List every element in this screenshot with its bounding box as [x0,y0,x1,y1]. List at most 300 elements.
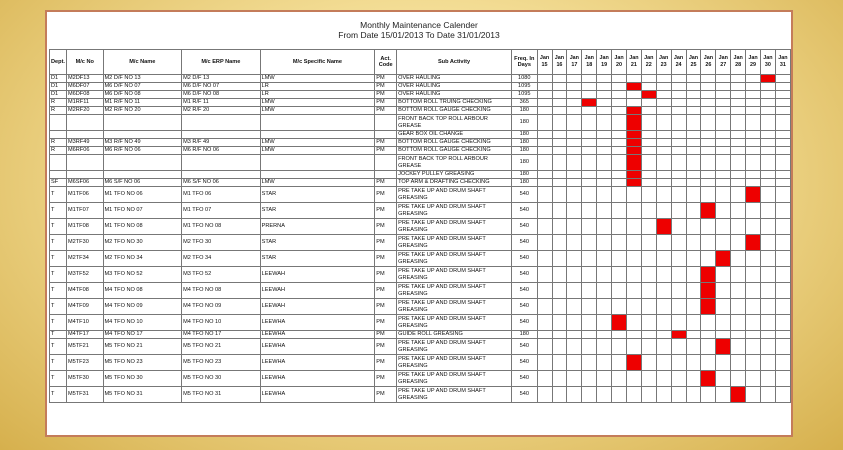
day-cell [567,99,582,107]
day-cell [760,131,775,139]
report-date-range: From Date 15/01/2013 To Date 31/01/2013 [338,30,500,40]
day-cell [775,315,790,331]
day-cell [582,179,597,187]
scheduled-day-marker [626,171,641,179]
day-header: Jan 18 [582,50,597,75]
day-cell [641,387,656,403]
day-cell [775,155,790,171]
table-header-row [50,50,791,75]
day-cell [671,355,686,371]
day-cell [597,83,612,91]
cell-mc-no: M4TF10 [66,315,103,331]
day-cell [612,299,627,315]
cell-act-code: PM [375,331,397,339]
day-cell [626,99,641,107]
day-cell [686,235,701,251]
cell-freq: 180 [511,155,537,171]
cell-mc-name [103,131,182,139]
day-cell [597,99,612,107]
day-cell [656,235,671,251]
day-cell [775,107,790,115]
table-row [50,107,791,115]
day-cell [626,331,641,339]
day-cell [597,283,612,299]
day-cell [686,339,701,355]
cell-mc-erp-name: M6 R/F NO 06 [182,147,261,155]
cell-mc-erp-name [182,131,261,139]
day-cell [656,155,671,171]
cell-mc-no: M3TF52 [66,267,103,283]
cell-dept: SF [50,179,67,187]
day-cell [746,219,761,235]
day-cell [641,219,656,235]
day-cell [552,115,567,131]
day-cell [746,331,761,339]
day-cell [597,139,612,147]
day-cell [612,219,627,235]
day-cell [552,75,567,83]
table-row [50,219,791,235]
cell-mc-name: M5 TFO NO 31 [103,387,182,403]
cell-sub-activity: BOTTOM ROLL GAUGE CHECKING [397,107,512,115]
day-cell [656,371,671,387]
cell-mc-erp-name: M5 TFO NO 30 [182,371,261,387]
day-cell [537,387,552,403]
day-cell [686,267,701,283]
day-cell [612,147,627,155]
day-cell [701,83,716,91]
day-cell [567,147,582,155]
cell-mc-erp-name: M5 TFO NO 31 [182,387,261,403]
day-cell [626,339,641,355]
day-cell [582,75,597,83]
cell-mc-no: M6RF06 [66,147,103,155]
scheduled-day-marker [701,283,716,299]
day-cell [686,99,701,107]
day-cell [612,139,627,147]
day-cell [671,315,686,331]
cell-freq: 540 [511,387,537,403]
day-cell [716,131,731,139]
day-cell [731,331,746,339]
table-row [50,139,791,147]
cell-mc-specific-name: LEEWHA [260,315,375,331]
day-cell [641,339,656,355]
day-cell [701,107,716,115]
table-row [50,155,791,171]
day-cell [716,299,731,315]
day-cell [671,267,686,283]
col-header-act-code: Act. Code [375,50,397,75]
day-cell [746,91,761,99]
day-cell [567,315,582,331]
cell-dept: R [50,139,67,147]
day-cell [686,251,701,267]
scheduled-day-marker [626,131,641,139]
day-cell [671,155,686,171]
cell-sub-activity: GEAR BOX OIL CHANGE [397,131,512,139]
day-cell [656,283,671,299]
day-cell [656,107,671,115]
day-cell [582,155,597,171]
cell-mc-name: M2 D/F NO 13 [103,75,182,83]
day-cell [716,107,731,115]
day-cell [671,99,686,107]
cell-mc-erp-name: M1 TFO NO 08 [182,219,261,235]
day-cell [656,147,671,155]
day-cell [656,131,671,139]
day-cell [612,267,627,283]
day-cell [537,219,552,235]
cell-dept: R [50,107,67,115]
day-cell [716,203,731,219]
cell-act-code: PM [375,99,397,107]
table-row [50,147,791,155]
table-row [50,115,791,131]
day-cell [567,355,582,371]
day-cell [701,187,716,203]
day-cell [641,139,656,147]
cell-mc-erp-name: M6 D/F NO 08 [182,91,261,99]
day-header: Jan 26 [701,50,716,75]
table-row [50,203,791,219]
cell-mc-no: M1TF06 [66,187,103,203]
day-header: Jan 28 [731,50,746,75]
day-cell [552,147,567,155]
day-cell [671,299,686,315]
day-cell [746,115,761,131]
col-header-mc-name: M/c Name [103,50,182,75]
day-cell [746,139,761,147]
day-cell [716,83,731,91]
day-cell [731,267,746,283]
cell-sub-activity: PRE TAKE UP AND DRUM SHAFT GREASING [397,339,512,355]
day-cell [582,371,597,387]
day-cell [612,203,627,219]
day-cell [612,99,627,107]
day-cell [671,139,686,147]
day-cell [731,283,746,299]
cell-sub-activity: OVER HAULING [397,83,512,91]
day-cell [731,339,746,355]
day-cell [641,299,656,315]
day-cell [567,107,582,115]
day-cell [686,203,701,219]
day-cell [775,339,790,355]
cell-freq: 540 [511,339,537,355]
day-cell [746,203,761,219]
cell-freq: 540 [511,235,537,251]
day-cell [746,99,761,107]
day-cell [746,339,761,355]
day-cell [671,251,686,267]
cell-mc-no: M5TF23 [66,355,103,371]
day-cell [537,339,552,355]
day-header: Jan 17 [567,50,582,75]
day-cell [656,339,671,355]
cell-dept: R [50,99,67,107]
day-cell [760,179,775,187]
day-cell [671,83,686,91]
cell-freq: 180 [511,107,537,115]
day-cell [537,315,552,331]
day-cell [582,315,597,331]
cell-mc-no: M2DF13 [66,75,103,83]
cell-freq: 180 [511,147,537,155]
day-cell [567,203,582,219]
day-cell [775,147,790,155]
cell-mc-name: M6 R/F NO 06 [103,147,182,155]
day-cell [537,171,552,179]
cell-dept: T [50,355,67,371]
day-cell [746,83,761,91]
day-cell [701,355,716,371]
cell-mc-name: M4 TFO NO 17 [103,331,182,339]
table-row [50,331,791,339]
scheduled-day-marker [626,179,641,187]
cell-freq: 1095 [511,83,537,91]
day-cell [552,155,567,171]
day-cell [552,179,567,187]
scheduled-day-marker [701,371,716,387]
day-cell [760,283,775,299]
day-cell [582,235,597,251]
table-row [50,75,791,83]
day-cell [612,131,627,139]
day-cell [686,91,701,99]
cell-sub-activity: PRE TAKE UP AND DRUM SHAFT GREASING [397,235,512,251]
day-cell [775,355,790,371]
day-cell [641,203,656,219]
scheduled-day-marker [701,203,716,219]
day-cell [597,203,612,219]
day-cell [552,299,567,315]
day-cell [567,131,582,139]
day-cell [671,179,686,187]
day-cell [701,331,716,339]
scheduled-day-marker [626,83,641,91]
cell-mc-name [103,171,182,179]
day-cell [582,339,597,355]
cell-sub-activity: PRE TAKE UP AND DRUM SHAFT GREASING [397,267,512,283]
cell-mc-erp-name: M2 TFO 30 [182,235,261,251]
day-cell [567,155,582,171]
day-cell [597,235,612,251]
day-cell [641,267,656,283]
cell-mc-no: M5TF30 [66,371,103,387]
cell-sub-activity: PRE TAKE UP AND DRUM SHAFT GREASING [397,355,512,371]
day-cell [686,371,701,387]
table-body [50,75,791,403]
day-cell [641,147,656,155]
cell-mc-specific-name: LR [260,91,375,99]
day-cell [626,387,641,403]
scheduled-day-marker [760,75,775,83]
day-cell [731,131,746,139]
day-cell [760,339,775,355]
cell-freq: 365 [511,99,537,107]
day-cell [582,267,597,283]
cell-act-code [375,115,397,131]
day-cell [641,75,656,83]
cell-dept [50,171,67,179]
scheduled-day-marker [626,107,641,115]
day-cell [731,203,746,219]
cell-mc-no [66,155,103,171]
cell-act-code: PM [375,203,397,219]
day-cell [626,235,641,251]
cell-mc-specific-name: LEEWHA [260,387,375,403]
cell-dept: T [50,315,67,331]
day-cell [716,99,731,107]
col-header-freq: Freq. In Days [511,50,537,75]
day-cell [716,155,731,171]
cell-mc-specific-name: STAR [260,235,375,251]
day-cell [641,171,656,179]
day-cell [656,91,671,99]
cell-mc-name [103,155,182,171]
cell-mc-name: M5 TFO NO 30 [103,371,182,387]
day-cell [582,283,597,299]
day-cell [641,115,656,131]
cell-freq: 540 [511,355,537,371]
day-cell [582,355,597,371]
day-cell [671,171,686,179]
day-cell [701,339,716,355]
day-cell [582,91,597,99]
day-cell [567,75,582,83]
cell-dept: D1 [50,91,67,99]
scheduled-day-marker [626,147,641,155]
day-cell [552,203,567,219]
cell-mc-no [66,171,103,179]
cell-dept: T [50,299,67,315]
day-cell [597,187,612,203]
day-cell [641,107,656,115]
day-header: Jan 23 [656,50,671,75]
day-cell [731,171,746,179]
day-cell [597,267,612,283]
day-cell [731,251,746,267]
day-cell [537,371,552,387]
day-cell [567,331,582,339]
day-cell [582,331,597,339]
cell-mc-specific-name: STAR [260,203,375,219]
day-cell [567,91,582,99]
day-cell [552,339,567,355]
table-row [50,131,791,139]
cell-mc-no: M2TF30 [66,235,103,251]
cell-act-code: PM [375,251,397,267]
day-cell [537,299,552,315]
day-cell [701,131,716,139]
day-cell [746,75,761,83]
day-cell [537,355,552,371]
day-cell [731,99,746,107]
scheduled-day-marker [746,235,761,251]
day-cell [626,203,641,219]
cell-mc-name: M2 TFO NO 30 [103,235,182,251]
day-cell [671,219,686,235]
day-cell [701,99,716,107]
day-cell [775,331,790,339]
day-cell [552,355,567,371]
day-cell [716,283,731,299]
day-cell [760,171,775,179]
day-cell [537,203,552,219]
day-cell [597,155,612,171]
day-cell [701,139,716,147]
day-cell [656,83,671,91]
cell-mc-erp-name: M6 S/F NO 06 [182,179,261,187]
day-cell [552,331,567,339]
cell-act-code: PM [375,355,397,371]
day-cell [641,235,656,251]
table-row [50,283,791,299]
day-cell [775,371,790,387]
day-cell [746,107,761,115]
day-cell [537,187,552,203]
cell-mc-specific-name: LMW [260,107,375,115]
cell-mc-no: M2RF20 [66,107,103,115]
day-cell [537,139,552,147]
cell-act-code [375,155,397,171]
day-cell [567,139,582,147]
day-cell [731,315,746,331]
day-cell [612,371,627,387]
col-header-dept: Dept. [50,50,67,75]
cell-act-code [375,131,397,139]
cell-sub-activity: PRE TAKE UP AND DRUM SHAFT GREASING [397,315,512,331]
day-cell [626,283,641,299]
day-cell [760,315,775,331]
scheduled-day-marker [701,267,716,283]
cell-mc-erp-name: M1 TFO 07 [182,203,261,219]
day-cell [775,75,790,83]
day-cell [731,355,746,371]
day-cell [656,331,671,339]
cell-dept: T [50,331,67,339]
day-cell [537,179,552,187]
table-row [50,339,791,355]
day-cell [731,107,746,115]
day-cell [537,107,552,115]
cell-sub-activity: PRE TAKE UP AND DRUM SHAFT GREASING [397,387,512,403]
cell-mc-erp-name: M4 TFO NO 17 [182,331,261,339]
day-cell [656,139,671,147]
cell-mc-specific-name: LMW [260,99,375,107]
cell-mc-erp-name: M4 TFO NO 08 [182,283,261,299]
day-cell [567,339,582,355]
day-cell [716,75,731,83]
day-cell [760,371,775,387]
scheduled-day-marker [626,115,641,131]
cell-mc-name: M3 TFO NO 52 [103,267,182,283]
day-cell [626,251,641,267]
day-cell [582,139,597,147]
cell-mc-specific-name: LMW [260,139,375,147]
day-cell [775,187,790,203]
day-cell [597,315,612,331]
day-cell [656,299,671,315]
day-cell [656,99,671,107]
cell-act-code: PM [375,139,397,147]
day-cell [612,155,627,171]
day-cell [686,355,701,371]
cell-mc-name: M6 D/F NO 07 [103,83,182,91]
table-row [50,355,791,371]
cell-mc-name: M6 S/F NO 06 [103,179,182,187]
